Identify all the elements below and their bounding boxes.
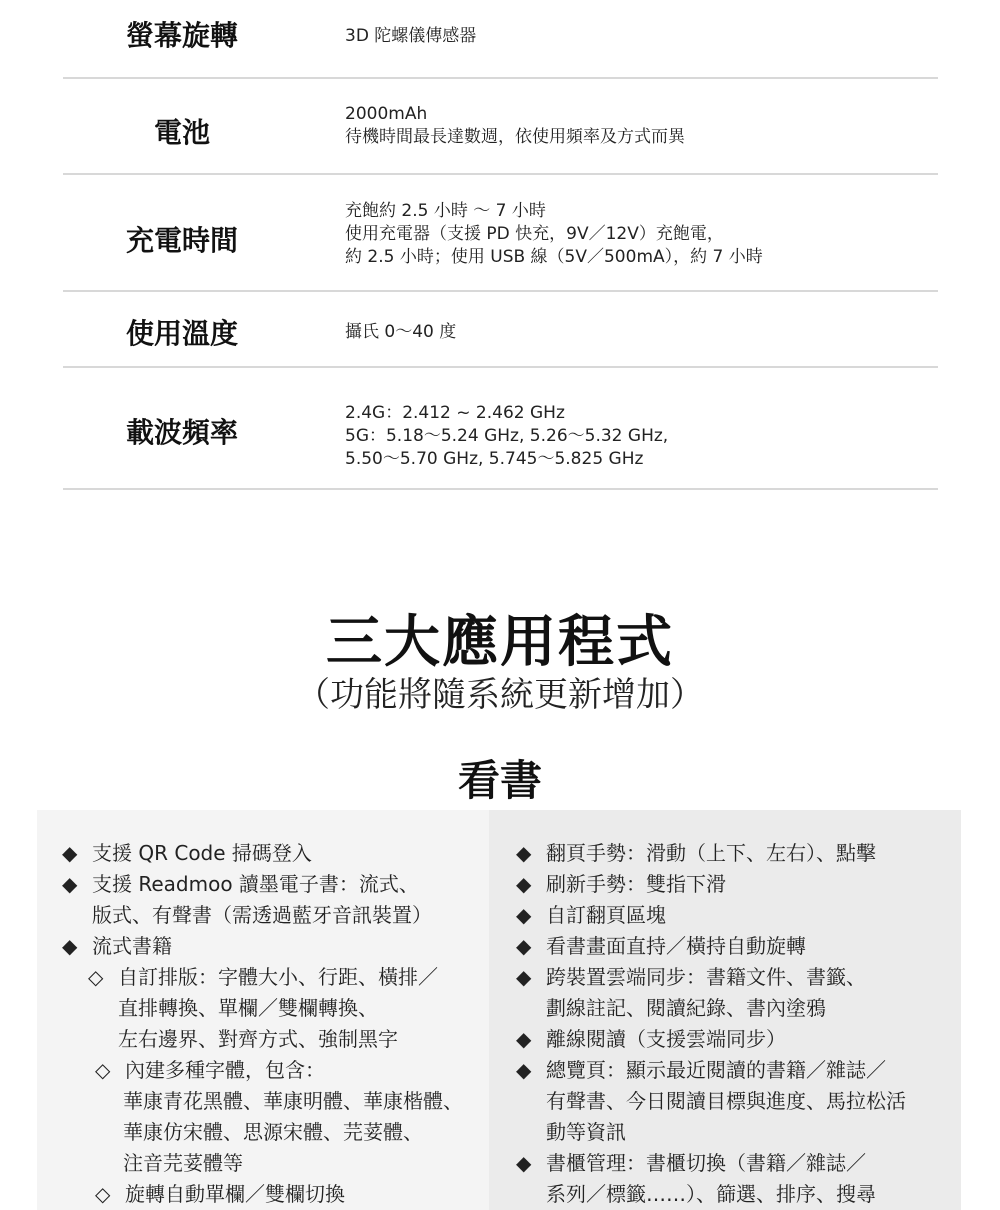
list-item: ◆ 支援 QR Code 掃碼登入: [62, 838, 463, 869]
spec-value: 充飽約 2.5 小時 ～ 7 小時 使用充電器（支援 PD 快充，9V／12V）充飽電， 約 2.5 小時；使用 USB 線（5V／500mA），約 7 小時: [345, 201, 763, 267]
spec-row-charging: [63, 175, 938, 292]
sub-bullet-icon: ◇: [95, 1058, 111, 1082]
list-item: 有聲書、今日閱讀目標與進度、馬拉松活: [516, 1086, 906, 1117]
spec-label: 螢幕旋轉: [125, 19, 238, 52]
list-item: 直排轉換、單欄／雙欄轉換、: [118, 996, 378, 1020]
spec-value: 攝氏 0～40 度: [345, 322, 457, 342]
bullet-icon: ◆: [516, 934, 532, 958]
list-item: 注音芫荽體等: [123, 1151, 243, 1175]
spec-value: 2000mAh 待機時間最長達數週，依使用頻率及方式而異: [345, 104, 685, 147]
bullet-icon: ◆: [516, 965, 532, 989]
list-item: ◆ 離線閱讀（支援雲端同步）: [516, 1024, 906, 1055]
sub-bullet-icon: ◇: [88, 965, 104, 989]
section-subtitle: （功能將隨系統更新增加）: [296, 675, 704, 715]
spec-row-temperature: [63, 292, 938, 368]
list-item: ◇ 內建多種字體，包含：: [62, 1055, 463, 1086]
section-title: 三大應用程式: [326, 610, 674, 675]
list-item: 左右邊界、對齊方式、強制黑字: [118, 1027, 398, 1051]
list-item: ◆ 看書畫面直持／橫持自動旋轉: [516, 931, 906, 962]
list-item: 華康仿宋體、思源宋體、芫荽體、: [123, 1120, 423, 1144]
list-item: ◆ 刷新手勢：雙指下滑: [516, 869, 906, 900]
bullet-spacer: [516, 1117, 546, 1148]
list-item: 版式、有聲書（需透過藍牙音訊裝置）: [62, 900, 463, 931]
list-item: 華康青花黑體、華康明體、華康楷體、: [123, 1089, 463, 1113]
list-item: ◆ 支援 Readmoo 讀墨電子書：流式、: [62, 869, 463, 900]
bullet-icon: ◆: [516, 1027, 532, 1051]
bullet-spacer: [516, 993, 546, 1024]
spec-label: 充電時間: [125, 224, 238, 257]
list-item: ◆ 自訂翻頁區塊: [516, 900, 906, 931]
spec-table: [63, 0, 938, 490]
list-item: ◆ 流式書籍: [62, 931, 463, 962]
bullet-icon: ◆: [516, 1151, 532, 1175]
list-item: ◆ 總覽頁：顯示最近閱讀的書籍／雜誌／: [516, 1055, 906, 1086]
bullet-spacer: [516, 1179, 546, 1210]
spec-label: 電池: [153, 116, 210, 149]
spec-row-battery: [63, 79, 938, 175]
bullet-icon: ◆: [516, 872, 532, 896]
list-item: ◆ 書櫃管理：書櫃切換（書籍／雜誌／: [516, 1148, 906, 1179]
spec-value: 3D 陀螺儀傳感器: [345, 26, 477, 46]
list-item: ◆ 翻頁手勢：滑動（上下、左右）、點擊: [516, 838, 906, 869]
list-item: 系列／標籤……）、篩選、排序、搜尋: [516, 1179, 906, 1210]
features-left-list: [62, 838, 463, 1210]
list-item: 動等資訊: [516, 1117, 906, 1148]
spec-label: 使用溫度: [125, 317, 238, 350]
bullet-icon: ◆: [62, 934, 78, 958]
sub-bullet-icon: ◇: [95, 1182, 111, 1206]
bullet-icon: ◆: [516, 903, 532, 927]
bullet-icon: ◆: [516, 841, 532, 865]
bullet-spacer: [62, 900, 92, 931]
list-item: 劃線註記、閱讀紀錄、書內塗鴉: [516, 993, 906, 1024]
features-right-list: [516, 838, 906, 1210]
bullet-icon: ◆: [516, 1058, 532, 1082]
bullet-icon: ◆: [62, 841, 78, 865]
reading-heading: 看書: [457, 756, 542, 805]
list-item: ◇ 自訂排版：字體大小、行距、橫排／: [62, 962, 463, 993]
spec-value: 2.4G：2.412 ~ 2.462 GHz 5G：5.18～5.24 GHz, 5.26～5.32 GHz, 5.50～5.70 GHz, 5.745～5.825 GHz: [345, 403, 669, 469]
bullet-spacer: [516, 1086, 546, 1117]
spec-row-rotation: [63, 0, 938, 79]
spec-label: 載波頻率: [125, 416, 238, 449]
list-item: ◇ 旋轉自動單欄／雙欄切換: [62, 1179, 463, 1210]
list-item: ◆ 跨裝置雲端同步：書籍文件、書籤、: [516, 962, 906, 993]
bullet-icon: ◆: [62, 872, 78, 896]
spec-row-frequency: [63, 368, 938, 490]
